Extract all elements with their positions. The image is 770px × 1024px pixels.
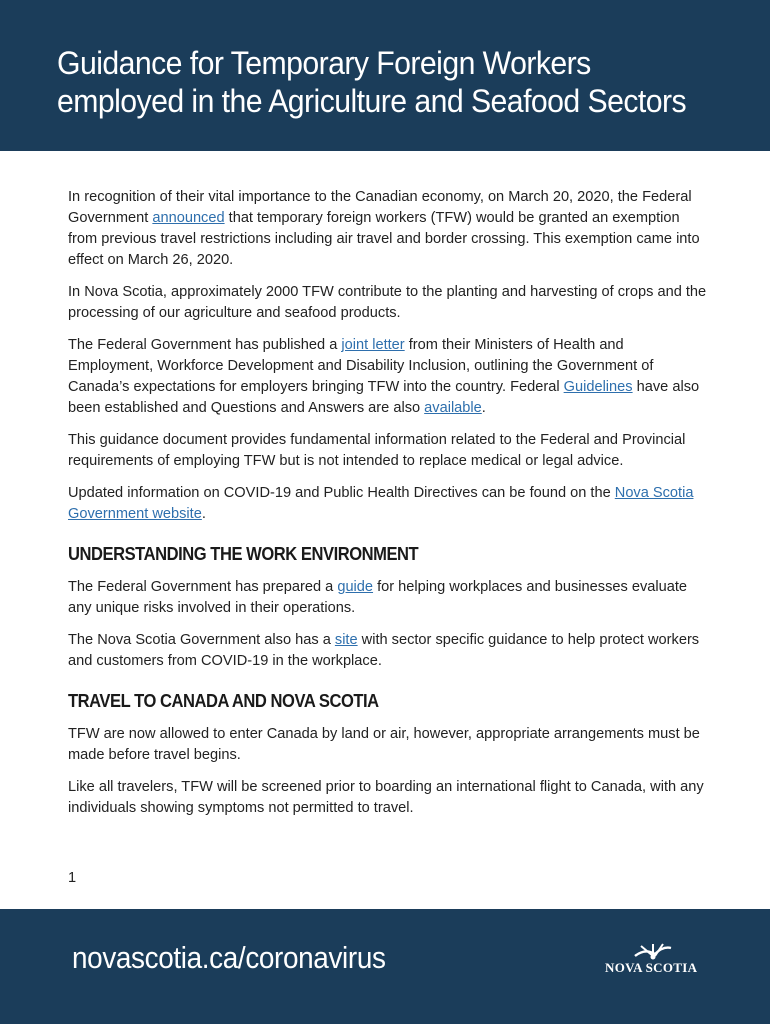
intro-paragraph-5: Updated information on COVID-19 and Public Health Directives can be found on the Nova Scotia Government website. bbox=[68, 485, 694, 522]
section-heading-travel: TRAVEL TO CANADA AND NOVA SCOTIA bbox=[68, 691, 379, 711]
title-line-1: Guidance for Temporary Foreign Workers bbox=[57, 45, 591, 81]
work-env-paragraph-2: The Nova Scotia Government also has a site with sector specific guidance to help protect workers and customers from COVID-19 in the workplace. bbox=[68, 632, 700, 669]
intro-paragraph-3: The Federal Government has published a joint letter from their Ministers of Health and Employment, Workforce Development and Disability Inclusion, outlining the Government of Canada’s expectations for employers bringing TFW into the country. Federal Guidelines have also been established and Questions and Answers are also available. bbox=[68, 337, 700, 416]
announced-link[interactable]: announced bbox=[152, 210, 225, 226]
work-env-paragraph-1: The Federal Government has prepared a guide for helping workplaces and businesses evaluate any unique risks involved in their operations. bbox=[68, 579, 688, 616]
page-number: 1 bbox=[68, 870, 77, 886]
ns-government-website-link[interactable]: Nova Scotia Government website bbox=[68, 485, 694, 522]
guide-link[interactable]: guide bbox=[337, 579, 374, 595]
available-link[interactable]: available bbox=[424, 400, 482, 416]
joint-letter-link[interactable]: joint letter bbox=[341, 337, 405, 353]
travel-paragraph-1: TFW are now allowed to enter Canada by land or air, however, appropriate arrangements must be made before travel begins. bbox=[68, 726, 700, 763]
page-title bbox=[57, 44, 699, 120]
title-line-2: employed in the Agriculture and Seafood Sectors bbox=[57, 83, 687, 119]
section-heading-work-environment: UNDERSTANDING THE WORK ENVIRONMENT bbox=[68, 544, 419, 564]
main-content bbox=[68, 187, 708, 830]
logo-wordmark: NOVA SCOTIA bbox=[605, 960, 698, 975]
header-banner bbox=[0, 0, 770, 151]
site-link[interactable]: site bbox=[334, 632, 358, 648]
intro-paragraph-2: In Nova Scotia, approximately 2000 TFW contribute to the planting and harvesting of crops and the processing of our agriculture and seafood products. bbox=[68, 284, 707, 321]
intro-paragraph-4: This guidance document provides fundamental information related to the Federal and Provincial requirements of employing TFW but is not intended to replace medical or legal advice. bbox=[68, 432, 686, 469]
footer-url[interactable]: novascotia.ca/coronavirus bbox=[72, 940, 386, 975]
intro-paragraph-1: In recognition of their vital importance to the Canadian economy, on March 20, 2020, the Federal Government announced that temporary foreign workers (TFW) would be granted an exemption from previous travel restrictions including air travel and border crossing. This exemption came into effect on March 26, 2020. bbox=[68, 189, 700, 268]
nova-scotia-logo bbox=[600, 942, 710, 982]
guidelines-link[interactable]: Guidelines bbox=[563, 379, 633, 395]
travel-paragraph-2: Like all travelers, TFW will be screened prior to boarding an international flight to Canada, with any individuals showing symptoms not permitted to travel. bbox=[68, 779, 704, 816]
